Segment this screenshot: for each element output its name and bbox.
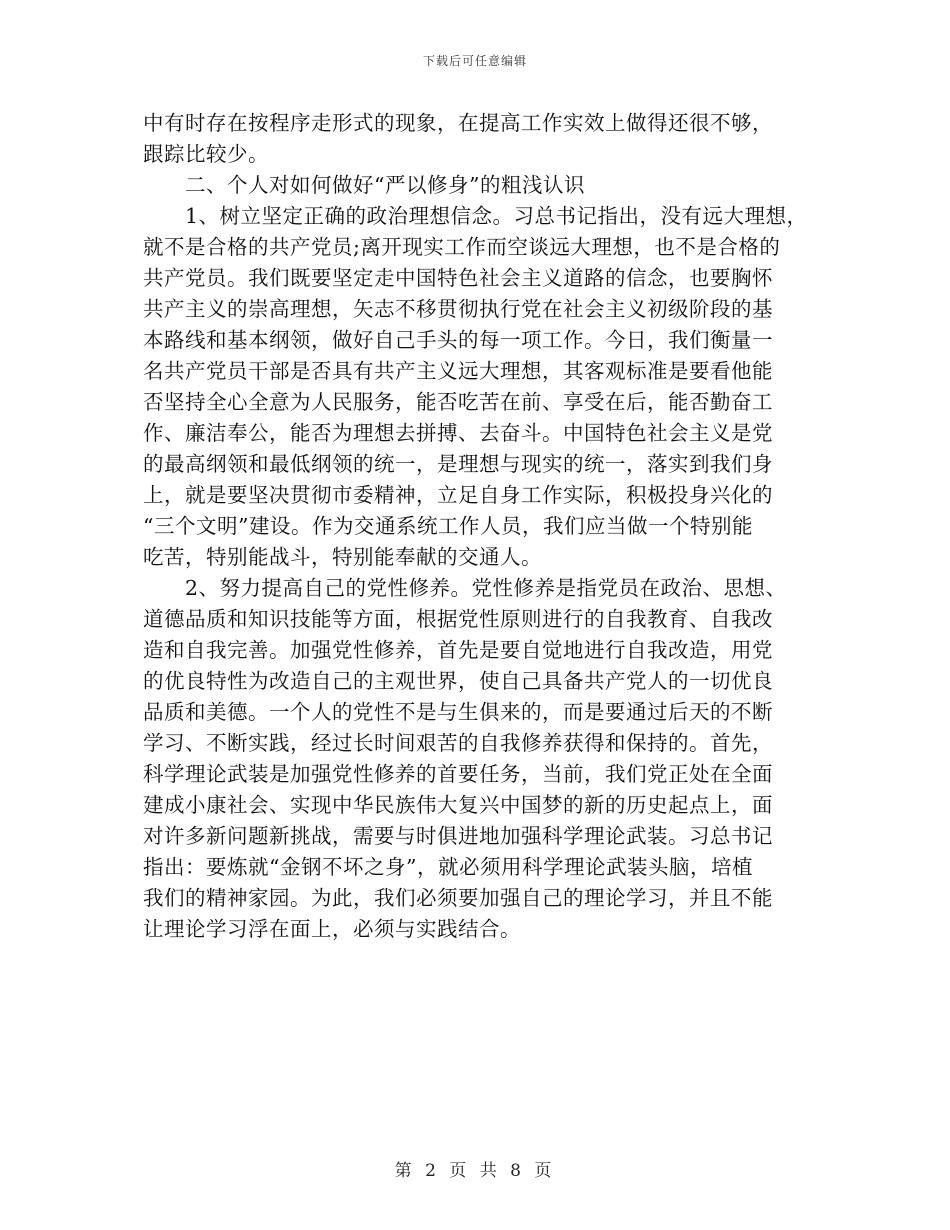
text-line: 跟踪比较少。 xyxy=(143,142,269,166)
text-line: 1、树立坚定正确的政治理想信念。习总书记指出，没有远大理想， xyxy=(185,204,808,228)
text-line: 2、努力提高自己的党性修养。党性修养是指党员在政治、思想、 xyxy=(185,576,787,600)
document-body xyxy=(143,108,808,945)
text-line: 科学理论武装是加强党性修养的首要任务，当前，我们党正处在全面 xyxy=(143,762,773,786)
text-line: 我们的精神家园。为此，我们必须要加强自己的理论学习，并且不能 xyxy=(143,886,773,910)
text-line: 就不是合格的共产党员;离开现实工作而空谈远大理想，也不是合格的 xyxy=(143,235,781,259)
text-line: 中有时存在按程序走形式的现象，在提高工作实效上做得还很不够， xyxy=(143,111,773,135)
text-line: 本路线和基本纲领，做好自己手头的每一项工作。今日，我们衡量一 xyxy=(143,328,773,352)
page-header: 下载后可任意编辑 xyxy=(422,54,527,68)
text-line: 吃苦，特别能战斗，特别能奉献的交通人。 xyxy=(143,545,542,569)
text-line: 道德品质和知识技能等方面，根据党性原则进行的自我教育、自我改 xyxy=(143,607,773,631)
text-line: 指出：要炼就“金钢不坏之身”，就必须用科学理论武装头脑，培植 xyxy=(143,855,753,879)
text-line: 名共产党员干部是否具有共产主义远大理想，其客观标准是要看他能 xyxy=(143,359,773,383)
text-line: 建成小康社会、实现中华民族伟大复兴中国梦的新的历史起点上，面 xyxy=(143,793,773,817)
section-heading: 二、个人对如何做好“严以修身”的粗浅认识 xyxy=(185,173,585,197)
text-line: 否坚持全心全意为人民服务，能否吃苦在前、享受在后，能否勤奋工 xyxy=(143,390,773,414)
text-line: 对许多新问题新挑战，需要与时俱进地加强科学理论武装。习总书记 xyxy=(143,824,773,848)
text-line: 品质和美德。一个人的党性不是与生俱来的，而是要通过后天的不断 xyxy=(143,700,773,724)
text-line: “三个文明”建设。作为交通系统工作人员，我们应当做一个特别能 xyxy=(143,514,753,538)
text-line: 的最高纲领和最低纲领的统一，是理想与现实的统一，落实到我们身 xyxy=(143,452,773,476)
text-line: 共产主义的崇高理想，矢志不移贯彻执行党在社会主义初级阶段的基 xyxy=(143,297,773,321)
text-line: 让理论学习浮在面上，必须与实践结合。 xyxy=(143,917,521,941)
page-number-footer: 第 2 页 共 8 页 xyxy=(394,1161,556,1181)
text-line: 上，就是要坚决贯彻市委精神，立足自身工作实际，积极投身兴化的 xyxy=(143,483,773,507)
text-line: 的优良特性为改造自己的主观世界，使自己具备共产党人的一切优良 xyxy=(143,669,773,693)
text-line: 共产党员。我们既要坚定走中国特色社会主义道路的信念，也要胸怀 xyxy=(143,266,773,290)
text-line: 作、廉洁奉公，能否为理想去拼搏、去奋斗。中国特色社会主义是党 xyxy=(143,421,773,445)
text-line: 学习、不断实践，经过长时间艰苦的自我修养获得和保持的。首先， xyxy=(143,731,773,755)
text-line: 造和自我完善。加强党性修养，首先是要自觉地进行自我改造，用党 xyxy=(143,638,773,662)
